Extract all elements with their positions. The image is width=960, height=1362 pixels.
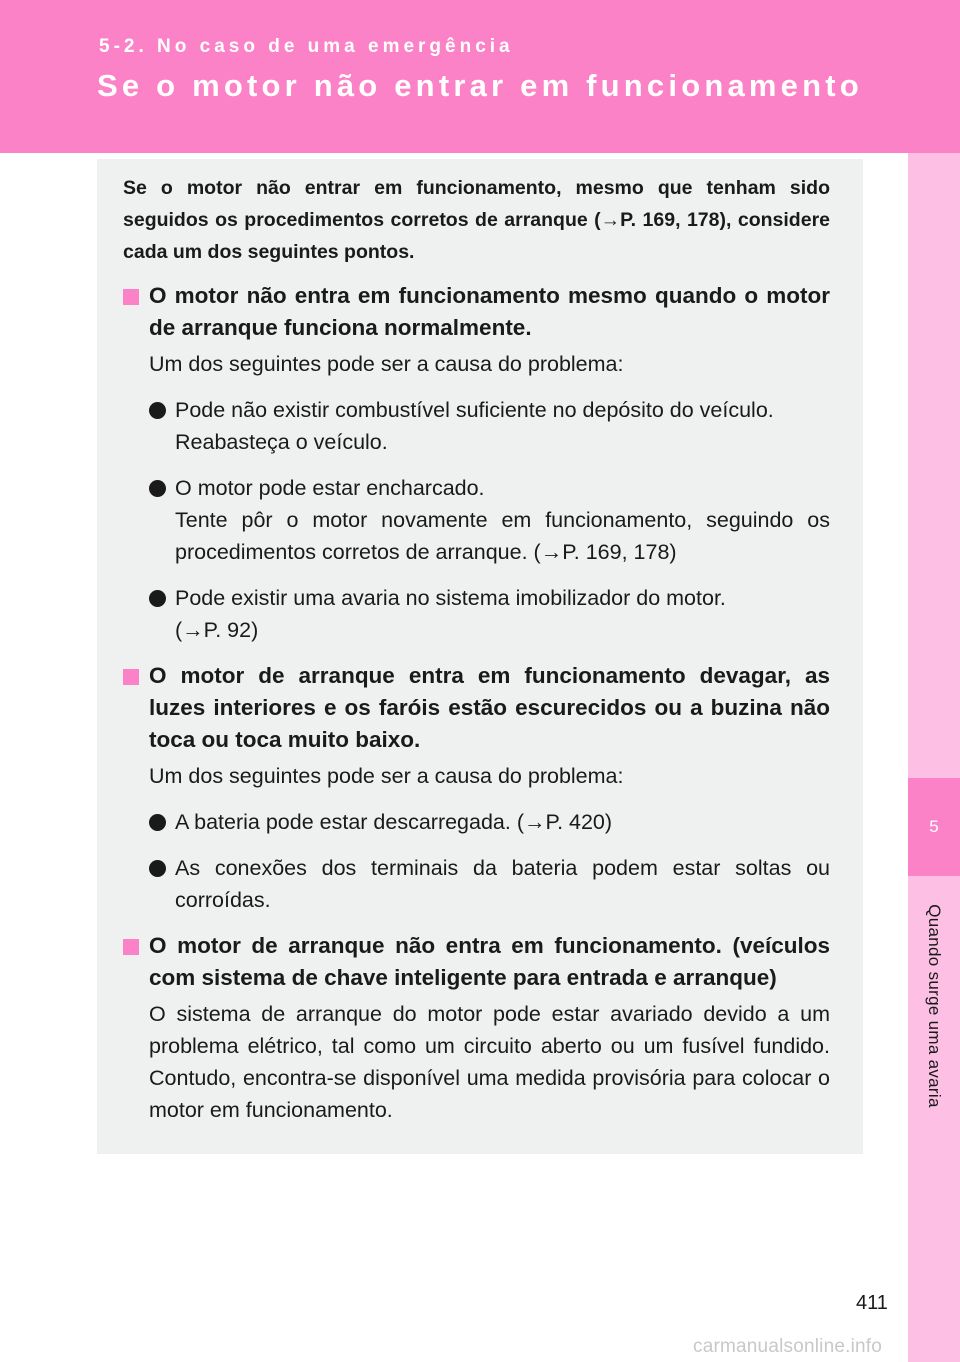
- section-heading: [123, 280, 830, 344]
- section-label: 5-2. No caso de uma emergência: [99, 36, 514, 57]
- chapter-title-vertical: Quando surge uma avaria: [925, 904, 944, 1108]
- chapter-number-tab[interactable]: 5: [908, 778, 960, 876]
- section-text: O sistema de arranque do motor pode estar avariado devido a um problema elétrico, tal como um circuito aberto ou um fusível fundido. Contudo, encontra-se disponível uma medida provisória para colocar o motor em funcionamento.: [149, 1002, 830, 1122]
- list-item: [123, 582, 830, 646]
- bullet-line: Tente pôr o motor novamente em funcionamento, seguindo os procedimentos corretos de arranque. (→P. 169, 178): [175, 508, 830, 564]
- square-bullet-icon: [123, 289, 139, 305]
- section-engine-no-start: [123, 280, 830, 646]
- bullet-line: Pode não existir combustível suficiente no depósito do veículo.: [175, 398, 774, 422]
- round-bullet-icon: [149, 590, 166, 607]
- section-heading-text: O motor de arranque entra em funcionamento devagar, as luzes interiores e os faróis estão escurecidos ou a buzina não toca ou toca muito baixo.: [149, 663, 830, 752]
- intro-text: Se o motor não entrar em funcionamento, mesmo que tenham sido seguidos os procedimentos corretos de arranque (→P. 169, 178), considere cada um dos seguintes pontos.: [123, 177, 830, 263]
- watermark: carmanualsonline.info: [693, 1336, 883, 1357]
- section-text: Um dos seguintes pode ser a causa do problema:: [149, 352, 624, 376]
- bullet-line: Pode existir uma avaria no sistema imobilizador do motor.: [175, 586, 726, 610]
- page-number: 411: [856, 1292, 888, 1314]
- round-bullet-icon: [149, 480, 166, 497]
- section-starter-no-start: [123, 930, 830, 1126]
- list-item: [123, 852, 830, 916]
- section-heading-text: O motor não entra em funcionamento mesmo quando o motor de arranque funciona normalmente.: [149, 283, 830, 340]
- bullet-line: As conexões dos terminais da bateria podem estar soltas ou corroídas.: [175, 856, 830, 912]
- section-heading: [123, 660, 830, 756]
- section-heading-text: O motor de arranque não entra em funcionamento. (veículos com sistema de chave inteligente para entrada e arranque): [149, 933, 830, 990]
- content-box: [97, 159, 863, 1154]
- section-text: Um dos seguintes pode ser a causa do problema:: [149, 764, 624, 788]
- bullet-line: Reabasteça o veículo.: [175, 430, 388, 454]
- bullet-line: (→P. 92): [175, 618, 259, 642]
- page-title: Se o motor não entrar em funcionamento: [97, 68, 863, 103]
- square-bullet-icon: [123, 669, 139, 685]
- list-item: [123, 806, 830, 838]
- bullet-line: A bateria pode estar descarregada. (→P. 420): [175, 810, 613, 834]
- round-bullet-icon: [149, 402, 166, 419]
- section-starter-slow: [123, 660, 830, 916]
- page-header: [0, 0, 960, 153]
- list-item: [123, 394, 830, 458]
- round-bullet-icon: [149, 814, 166, 831]
- round-bullet-icon: [149, 860, 166, 877]
- side-tab: [908, 153, 960, 1362]
- section-heading: [123, 930, 830, 994]
- square-bullet-icon: [123, 939, 139, 955]
- list-item: [123, 472, 830, 568]
- bullet-line: O motor pode estar encharcado.: [175, 476, 485, 500]
